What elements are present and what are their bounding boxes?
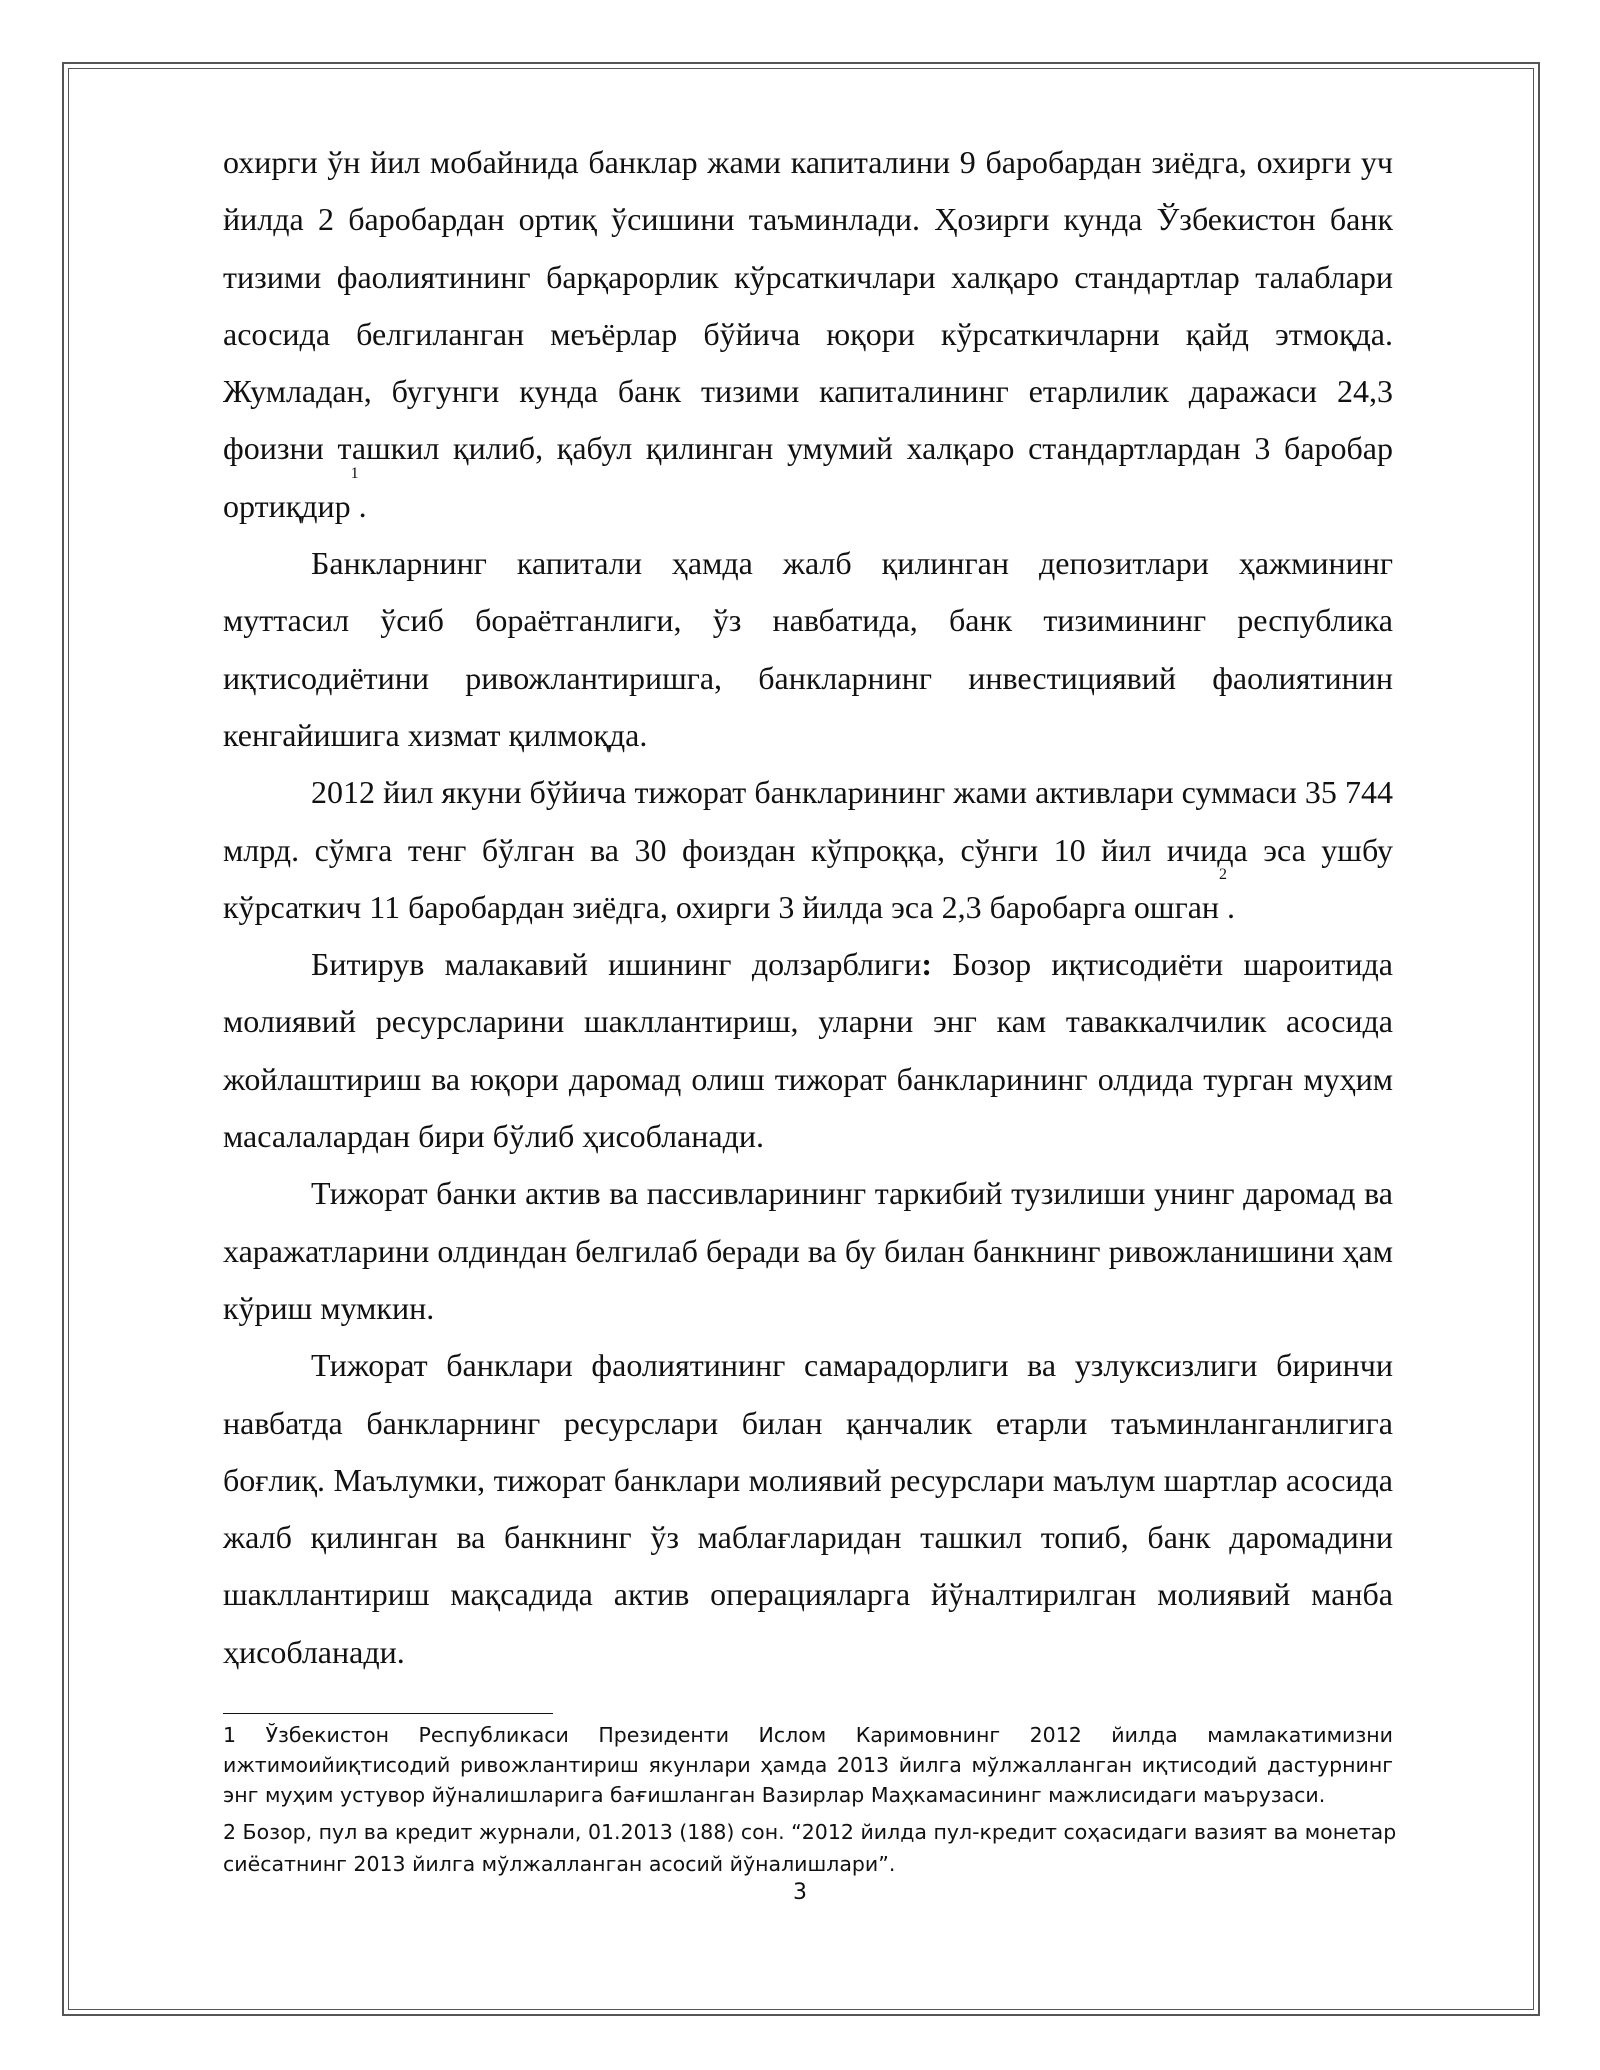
- page-number: 3: [793, 1880, 807, 1905]
- paragraph-3: [223, 764, 1393, 936]
- paragraph-3-tail: .: [1227, 888, 1236, 925]
- paragraph-6: Тижорат банклари фаолиятининг самарадорлиги ва узлуксизлиги биринчи навбатда банкларнинг ресурслари билан қанчалик етарли таъминланганлигига боғлиқ. Маълумки, тижорат банклари молиявий ресурслари маълум шартлар асосида жалб қилинган ва банкнинг ўз маблағларидан ташкил топиб, банк даромадини шакллантириш мақсадида актив операцияларга йўналтирилган молиявий манба ҳисобланади.: [223, 1347, 1393, 1670]
- paragraph-4-text: Бозор иқтисодиёти шароитида молиявий ресурсларини шакллантириш, уларни энг кам таваккалчилик асосида жойлаштириш ва юқори даромад олиш тижорат банкларининг олдида турган муҳим масалалардан бири бўлиб ҳисобланади.: [223, 946, 1394, 1155]
- footnote-ref-2[interactable]: 2: [1219, 865, 1228, 883]
- paragraph-4: [223, 936, 1393, 1165]
- paragraph-3-text: 2012 йил якуни бўйича тижорат банкларининг жами активлари суммаси 35 744 млрд. сўмга тенг бўлган ва 30 фоиздан кўпроққа, сўнги 10 йил ичида эса ушбу кўрсаткич 11 баробардан зиёдга, охирги 3 йилда эса 2,3 баробарга ошган: [223, 774, 1393, 925]
- paragraph-2: Банкларнинг капитали ҳамда жалб қилинган депозитлари ҳажмининг муттасил ўсиб бораётганлиги, ўз навбатида, банк тизимининг республика иқтисодиётини ривожлантиришга, банкларнинг инвестициявий фаолиятинин кенгайишига хизмат қилмоқда.: [223, 545, 1393, 753]
- paragraph-1: [223, 134, 1393, 535]
- paragraph-5: Тижорат банки актив ва пассивларининг таркибий тузилиши унинг даромад ва харажатларини олдиндан белгилаб беради ва бу билан банкнинг ривожланишини ҳам кўриш мумкин.: [223, 1175, 1393, 1326]
- paragraph-1-text: охирги ўн йил мобайнида банклар жами капиталини 9 баробардан зиёдга, охирги уч йилда 2 баробардан ортиқ ўсишини таъминлади. Ҳозирги кунда Ўзбекистон банк тизими фаолиятининг барқарорлик кўрсаткичлари халқаро стандартлар талаблари асосида белгиланган меъёрлар бўйича юқори кўрсаткичларни қайд этмоқда. Жумладан, бугунги кунда банк тизими капиталининг етарлилик даражаси 24,3 фоизни ташкил қилиб, қабул қилинган умумий халқаро стандартлардан 3 баробар ортиқдир: [223, 144, 1393, 524]
- paragraph-1-tail: .: [358, 487, 367, 524]
- footnotes-section: [223, 1720, 1523, 1880]
- document-body: [223, 134, 1393, 1681]
- footnote-ref-1[interactable]: 1: [350, 464, 359, 482]
- footnote-separator: [223, 1713, 553, 1714]
- paragraph-4-lead: Битирув малакавий ишининг долзарблиги: [311, 946, 922, 983]
- footnote-2: 2 Бозор, пул ва кредит журнали, 01.2013 (188) сон. “2012 йилда пул-кредит соҳасидаги вазият ва монетар сиёсатнинг 2013 йилга мўлжалланган асосий йўналишлари”.: [223, 1820, 1397, 1876]
- footnote-1: 1 Ўзбекистон Республикаси Президенти Ислом Каримовнинг 2012 йилда мамлакатимизни ижтимоийиқтисодий ривожлантириш якунлари ҳамда 2013 йилга мўлжалланган иқтисодий дастурнинг энг муҳим устувор йўналишларига бағишланган Вазирлар Маҳкамасининг мажлисидаги маърузаси.: [223, 1723, 1393, 1807]
- paragraph-4-colon: :: [921, 946, 932, 983]
